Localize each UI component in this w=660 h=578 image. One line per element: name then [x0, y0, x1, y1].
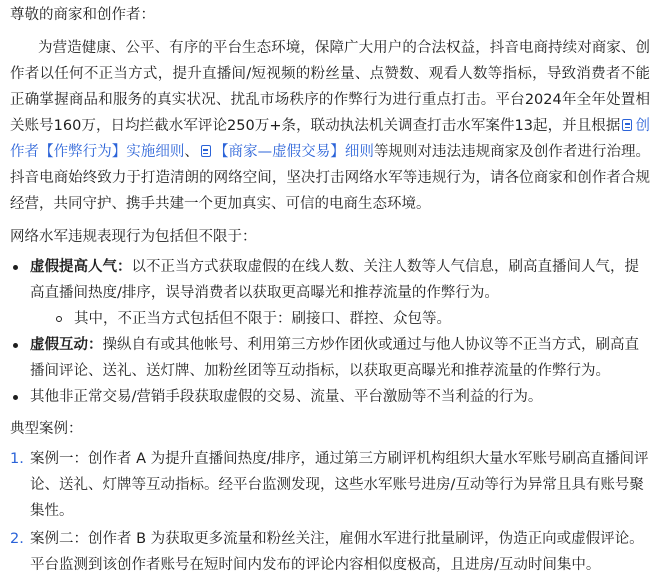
list-item: [10, 526, 650, 578]
case-text: 案例一：创作者 A 为提升直播间热度/排序，通过第三方刷评机构组织大量水军账号刷高直播间评论、送礼、灯牌等互动指标。经平台监测发现，这些水军账号进房/互动等行为异常且具有账号聚集性。: [30, 451, 649, 519]
merchant-fake-trade-rules-link-label: 【商家—虚假交易】细则: [213, 144, 374, 160]
merchant-fake-trade-rules-link[interactable]: [199, 144, 374, 160]
creator-cheating-rules-link-label: 创作者【作弊行为】实施细则: [10, 118, 650, 160]
list-item: [10, 384, 650, 410]
intro-text-after: 等规则对违法违规商家及创作者进行治理。抖音电商始终致力于打造清朗的网络空间，坚决打击网络水军等违规行为，请各位商家和创作者合规经营，共同守护、携手共建一个更加真实、可信的电商生态环境。: [10, 144, 651, 212]
greeting: 尊敬的商家和创作者：: [10, 7, 155, 23]
sub-list-item: 其中，不正当方式包括但不限于：刷接口、群控、众包等。: [30, 306, 650, 332]
violation-label: 虚假提高人气：: [30, 259, 132, 275]
list-item: [10, 254, 650, 332]
cases-title: 典型案例：: [10, 421, 83, 437]
list-item: [10, 446, 650, 524]
violation-text: 以不正当方式获取虚假的在线人数、关注人数等人气信息，刷高直播间人气，提高直播间热度/排序，误导消费者以获取更高曝光和推荐流量的作弊行为。: [30, 259, 639, 301]
cases-list: [10, 446, 650, 578]
violation-label: 虚假互动：: [30, 337, 103, 353]
violation-text: 操纵自有或其他帐号、利用第三方炒作团伙或通过与他人协议等不正当方式，刷高直播间评论、送礼、送灯牌、加粉丝团等互动指标，以获取更高曝光和推荐流量的作弊行为。: [30, 337, 639, 379]
list-item: [10, 332, 650, 384]
violations-list: [10, 254, 650, 410]
link-separator: 、: [184, 144, 199, 160]
intro-text-before: 为营造健康、公平、有序的平台生态环境，保障广大用户的合法权益，抖音电商持续对商家、创作者以任何不正当方式，提升直播间/短视频的粉丝量、点赞数、观看人数等指标，导致消费者不能正确掌握商品和服务的真实状况、扰乱市场秩序的作弊行为进行重点打击。平台2024年全年处置相关账号160万，日均拦截水军评论250万+条，联动执法机关调查打击水军案件13起，并且根据: [10, 40, 650, 134]
case-number: 1.: [10, 451, 24, 467]
violations-title: 网络水军违规表现行为包括但不限于：: [10, 229, 257, 245]
document-icon: [201, 145, 211, 157]
case-number: 2.: [10, 531, 24, 547]
intro-paragraph: [10, 35, 650, 217]
document-icon: [622, 119, 632, 131]
case-text: 案例二：创作者 B 为获取更多流量和粉丝关注，雇佣水军进行批量刷评，伪造正向或虚假评论。平台监测到该创作者账号在短时间内发布的评论内容相似度极高，且进房/互动时间集中。: [30, 531, 644, 573]
violation-text: 其他非正常交易/营销手段获取虚假的交易、流量、平台激励等不当利益的行为。: [30, 389, 543, 405]
